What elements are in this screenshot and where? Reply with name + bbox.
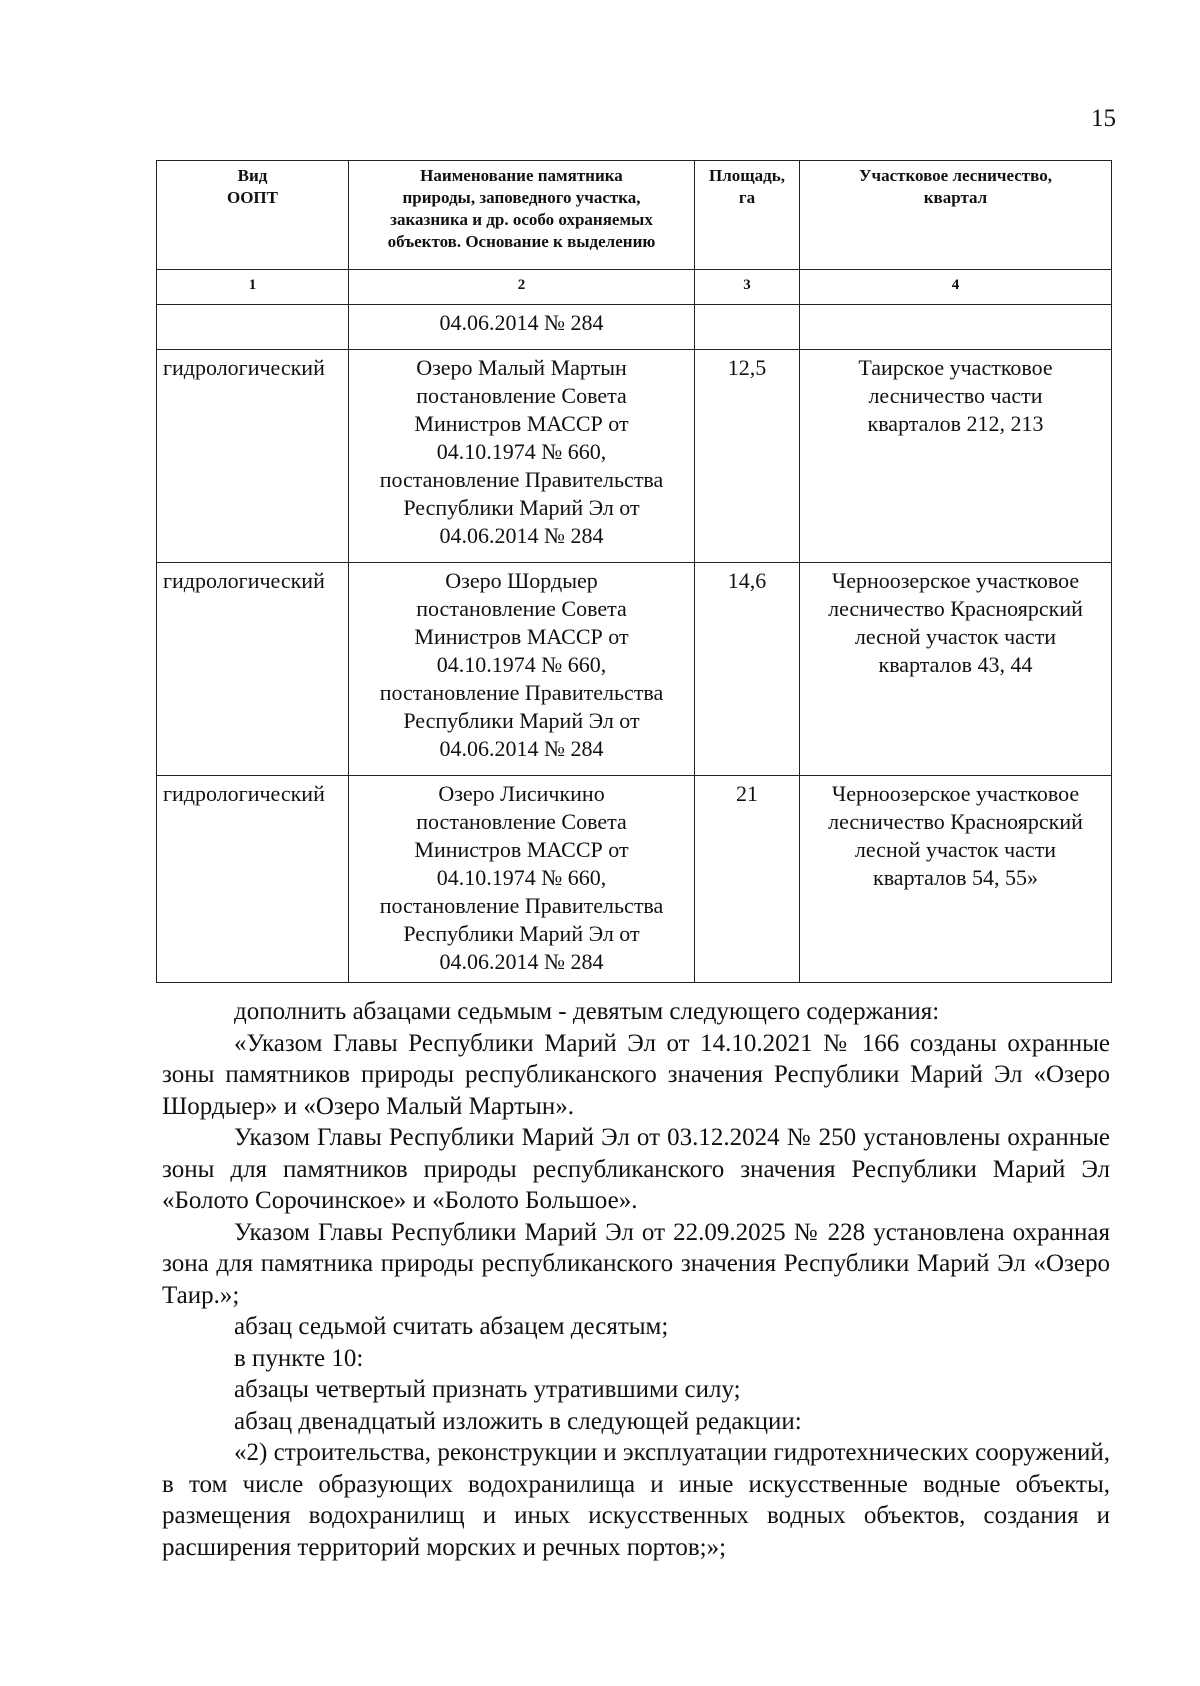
forestry-line: кварталов 54, 55»: [873, 865, 1038, 890]
table-row: [157, 563, 1112, 776]
header-type: [157, 161, 349, 270]
cell-type: гидрологический: [157, 350, 349, 563]
header-forestry: [800, 161, 1112, 270]
header-name-line: Наименование памятника: [420, 166, 623, 185]
paragraph: дополнить абзацами седьмым - девятым следующего содержания:: [234, 998, 940, 1025]
forestry-line: Таирское участковое: [858, 355, 1053, 380]
cell-area: [695, 305, 800, 350]
header-name-line: заказника и др. особо охраняемых: [390, 210, 653, 229]
cell-forestry: [800, 305, 1112, 350]
cell-type: гидрологический: [157, 563, 349, 776]
name-line: Министров МАССР от: [414, 624, 629, 649]
name-line: 04.10.1974 № 660,: [436, 865, 607, 890]
cell-name: [349, 776, 695, 983]
name-line: Республики Марий Эл от: [403, 921, 640, 946]
forestry-line: кварталов 212, 213: [867, 411, 1044, 436]
table-header-row: [157, 161, 1112, 270]
name-line: 04.06.2014 № 284: [439, 523, 604, 548]
cell-forestry: [800, 563, 1112, 776]
name-line: Республики Марий Эл от: [403, 495, 640, 520]
paragraph: «2) строительства, реконструкции и эксплуатации гидротехнических сооружений, в том числе образующих водохранилища и иные искусственные водные объекты, размещения водохранилищ и иных искусственных водных объектов, создания и расширения территорий морских и речных портов;»;: [162, 1439, 1110, 1561]
forestry-line: лесничество части: [868, 383, 1043, 408]
cell-type: [157, 305, 349, 350]
forestry-line: Черноозерское участковое: [831, 781, 1080, 806]
cell-name: [349, 350, 695, 563]
paragraph: абзацы четвертый признать утратившими силу;: [234, 1376, 741, 1403]
header-name: [349, 161, 695, 270]
name-line: 04.06.2014 № 284: [439, 736, 604, 761]
name-line: Озеро Лисичкино: [438, 781, 605, 806]
header-area: [695, 161, 800, 270]
header-forestry-line: Участковое лесничество,: [859, 166, 1052, 185]
column-number: 1: [157, 270, 349, 305]
column-number: 2: [349, 270, 695, 305]
page-number: 15: [1091, 105, 1116, 132]
name-line: постановление Совета: [416, 809, 627, 834]
cell-name: [349, 563, 695, 776]
paragraph: абзац седьмой считать абзацем десятым;: [234, 1313, 669, 1340]
table-row: [157, 305, 1112, 350]
name-line: постановление Правительства: [379, 467, 664, 492]
header-area-line: Площадь,: [709, 166, 785, 185]
forestry-line: лесничество Красноярский: [828, 596, 1083, 621]
forestry-line: лесничество Красноярский: [828, 809, 1083, 834]
paragraph: в пункте 10:: [234, 1344, 364, 1372]
cell-area: 21: [695, 776, 800, 983]
column-number-row: [157, 270, 1112, 305]
forestry-line: кварталов 43, 44: [878, 652, 1033, 677]
name-line: 04.10.1974 № 660,: [436, 652, 607, 677]
paragraph: Указом Главы Республики Марий Эл от 03.12.2024 № 250 установлены охранные зоны для памятников природы республиканского значения Республики Марий Эл «Болото Сорочинское» и «Болото Большое».: [162, 1124, 1110, 1214]
name-line: 04.10.1974 № 660,: [436, 439, 607, 464]
name-line: постановление Правительства: [379, 893, 664, 918]
header-name-line: природы, заповедного участка,: [402, 188, 641, 207]
cell-name: 04.06.2014 № 284: [349, 305, 695, 350]
column-number: 3: [695, 270, 800, 305]
name-line: Республики Марий Эл от: [403, 708, 640, 733]
cell-forestry: [800, 776, 1112, 983]
name-line: постановление Совета: [416, 383, 627, 408]
column-number: 4: [800, 270, 1112, 305]
name-line: 04.06.2014 № 284: [439, 949, 604, 974]
name-line: Озеро Малый Мартын: [416, 355, 627, 380]
name-line: Министров МАССР от: [414, 411, 629, 436]
cell-forestry: [800, 350, 1112, 563]
paragraph: Указом Главы Республики Марий Эл от 22.09.2025 № 228 установлена охранная зона для памятника природы республиканского значения Республики Марий Эл «Озеро Таир.»;: [162, 1218, 1110, 1309]
table-row: [157, 350, 1112, 563]
cell-area: 12,5: [695, 350, 800, 563]
forestry-line: Черноозерское участковое: [831, 568, 1080, 593]
protected-areas-table: [156, 160, 1112, 983]
cell-type: гидрологический: [157, 776, 349, 983]
cell-area: 14,6: [695, 563, 800, 776]
header-area-line: га: [738, 188, 756, 207]
forestry-line: лесной участок части: [854, 624, 1057, 649]
header-type-line: Вид: [237, 166, 268, 185]
name-line: Озеро Шордыер: [445, 568, 598, 593]
forestry-line: лесной участок части: [854, 837, 1057, 862]
body-text: [162, 996, 1110, 1563]
header-name-line: объектов. Основание к выделению: [387, 232, 656, 251]
table-row: [157, 776, 1112, 983]
paragraph: абзац двенадцатый изложить в следующей редакции:: [234, 1407, 802, 1435]
name-line: постановление Правительства: [379, 680, 664, 705]
header-type-line: ООПТ: [226, 188, 278, 207]
name-line: Министров МАССР от: [414, 837, 629, 862]
header-forestry-line: квартал: [923, 188, 988, 207]
name-line: постановление Совета: [416, 596, 627, 621]
paragraph: «Указом Главы Республики Марий Эл от 14.10.2021 № 166 созданы охранные зоны памятников природы республиканского значения Республики Марий Эл «Озеро Шордыер» и «Озеро Малый Мартын».: [162, 1029, 1110, 1120]
